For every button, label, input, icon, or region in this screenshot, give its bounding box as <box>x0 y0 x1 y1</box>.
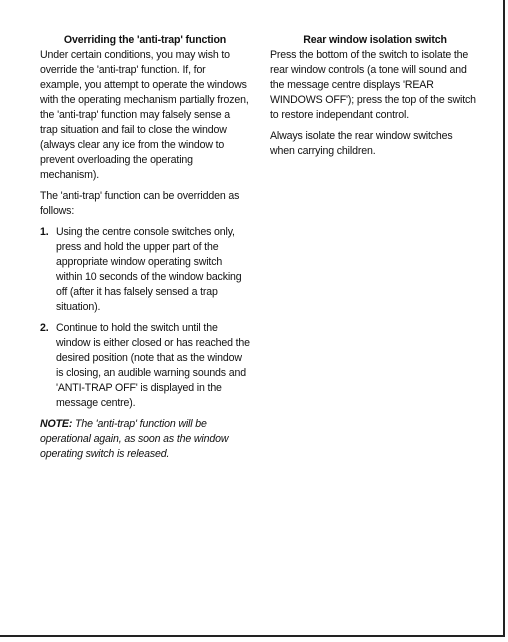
anti-trap-lead-in: The 'anti-trap' function can be overridden as follows: <box>40 190 240 217</box>
step-number: 1. <box>40 226 49 238</box>
right-column <box>270 33 480 165</box>
step-text: Using the centre console switches only, press and hold the upper part of the appropriate window operating switch within 10 seconds of the window backing off (after it has falsely sensed a trap situation). <box>56 226 242 313</box>
step-item <box>40 225 250 315</box>
note-text: The 'anti-trap' function will be operational again, as soon as the window operating switch is released. <box>40 418 229 460</box>
override-steps-list <box>40 225 250 411</box>
note-paragraph <box>40 417 250 462</box>
isolation-switch-paragraph-1: Press the bottom of the switch to isolate the rear window controls (a tone will sound and the message centre displays 'REAR WINDOWS OFF'); press the top of the switch to restore independant control. <box>270 49 476 121</box>
anti-trap-heading: Overriding the 'anti-trap' function <box>63 34 227 46</box>
note-label: NOTE: <box>40 418 73 430</box>
isolation-switch-heading: Rear window isolation switch <box>303 34 447 46</box>
left-column <box>40 33 250 468</box>
isolation-switch-paragraph-2: Always isolate the rear window switches when carrying children. <box>270 130 453 157</box>
step-item <box>40 321 250 411</box>
step-number: 2. <box>40 322 49 334</box>
anti-trap-intro: Under certain conditions, you may wish to override the 'anti-trap' function. If, for example, you attempt to operate the windows with the operating mechanism partially frozen, the 'anti-trap' function may falsely sense a trap situation and fail to close the window (always clear any ice from the window to prevent overloading the operating mechanism). <box>40 49 249 181</box>
step-text: Continue to hold the switch until the window is either closed or has reached the desired position (note that as the window is closing, an audible warning sounds and 'ANTI-TRAP OFF' is displayed in the message centre). <box>56 322 250 409</box>
